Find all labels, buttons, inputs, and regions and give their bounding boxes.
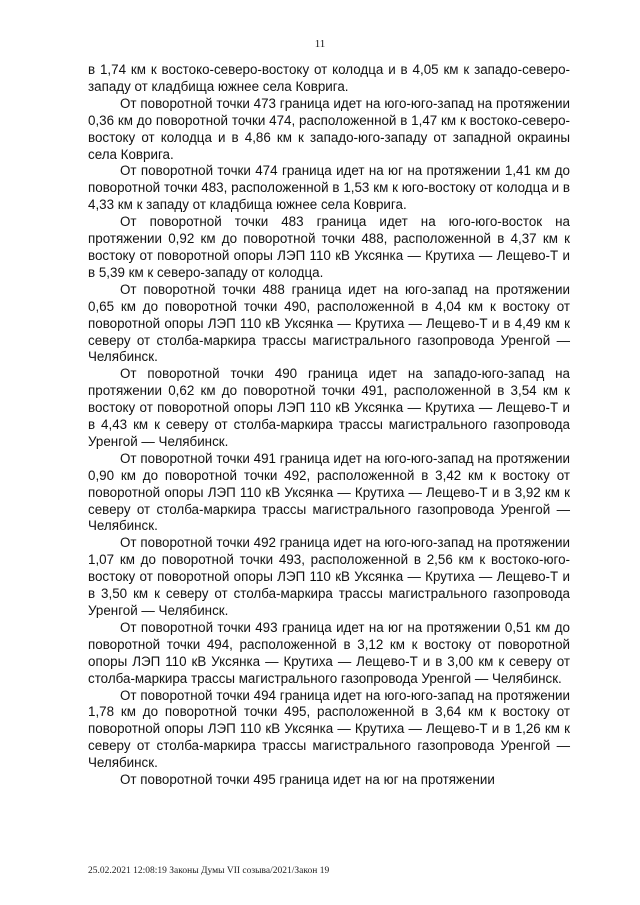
paragraph: От поворотной точки 493 граница идет на юг на протяжении 0,51 км до поворотной точки 494, расположенной в 3,12 км к востоку от поворотной опоры ЛЭП 110 кВ Уксянка — Крутиха — Лещево-Т и в 3,00 км к северу от столба-маркира трассы магистрального газопровода Уренгой — Челябинск. [88,619,570,686]
document-body [88,62,570,789]
paragraph: От поворотной точки 473 граница идет на юго-юго-запад на протяжении 0,36 км до поворотной точки 474, расположенной в 1,47 км к востоко-северо-востоку от колодца и в 4,86 км к западо-юго-западу от западной окраины села Коврига. [88,95,570,162]
page-number: 11 [314,38,326,50]
paragraph: От поворотной точки 474 граница идет на юг на протяжении 1,41 км до поворотной точки 483, расположенной в 1,53 км к юго-востоку от колодца и в 4,33 км к западу от кладбища южнее села Коврига. [88,163,570,213]
paragraph: От поворотной точки 494 граница идет на юго-юго-запад на протяжении 1,78 км до поворотной точки 495, расположенной в 3,64 км к востоку от поворотной опоры ЛЭП 110 кВ Уксянка — Крутиха — Лещево-Т и в 1,26 км к северу от столба-маркира трассы магистрального газопровода Уренгой — Челябинск. [88,687,570,771]
paragraph-last: От поворотной точки 495 граница идет на юг на протяжении [120,772,495,788]
paragraph: От поворотной точки 490 граница идет на западо-юго-запад на протяжении 0,62 км до поворотной точки 491, расположенной в 3,54 км к востоку от поворотной опоры ЛЭП 110 кВ Уксянка — Крутиха — Лещево-Т и в 4,43 км к северу от столба-маркира трассы магистрального газопровода Уренгой — Челябинск. [88,366,570,449]
paragraph: От поворотной точки 483 граница идет на юго-юго-восток на протяжении 0,92 км до поворотной точки 488, расположенной в 4,37 км к востоку от поворотной опоры ЛЭП 110 кВ Уксянка — Крутиха — Лещево-Т и в 5,39 км к северо-западу от колодца. [88,214,570,280]
paragraph: От поворотной точки 491 граница идет на юго-юго-запад на протяжении 0,90 км до поворотной точки 492, расположенной в 3,42 км к востоку от поворотной опоры ЛЭП 110 кВ Уксянка — Крутиха — Лещево-Т и в 3,92 км к северу от столба-маркира трассы магистрального газопровода Уренгой — Челябинск. [88,450,570,534]
paragraph: От поворотной точки 492 граница идет на юго-юго-запад на протяжении 1,07 км до поворотной точки 493, расположенной в 2,56 км к востоко-юго-востоку от поворотной опоры ЛЭП 110 кВ Уксянка — Крутиха — Лещево-Т и в 3,50 км к северу от столба-маркира трассы магистрального газопровода Уренгой — Челябинск. [88,535,570,618]
paragraph-continuation: в 1,74 км к востоко-северо-востоку от колодца и в 4,05 км к западо-северо-западу от кладбища южнее села Коврига. [88,62,570,94]
document-footer-stamp: 25.02.2021 12:08:19 Законы Думы VII созыва/2021/Закон 19 [88,866,330,876]
paragraph: От поворотной точки 488 граница идет на юго-запад на протяжении 0,65 км до поворотной точки 490, расположенной в 4,04 км к востоку от поворотной опоры ЛЭП 110 кВ Уксянка — Крутиха — Лещево-Т и в 4,49 км к северу от столба-маркира трассы магистрального газопровода Уренгой — Челябинск. [88,281,570,365]
